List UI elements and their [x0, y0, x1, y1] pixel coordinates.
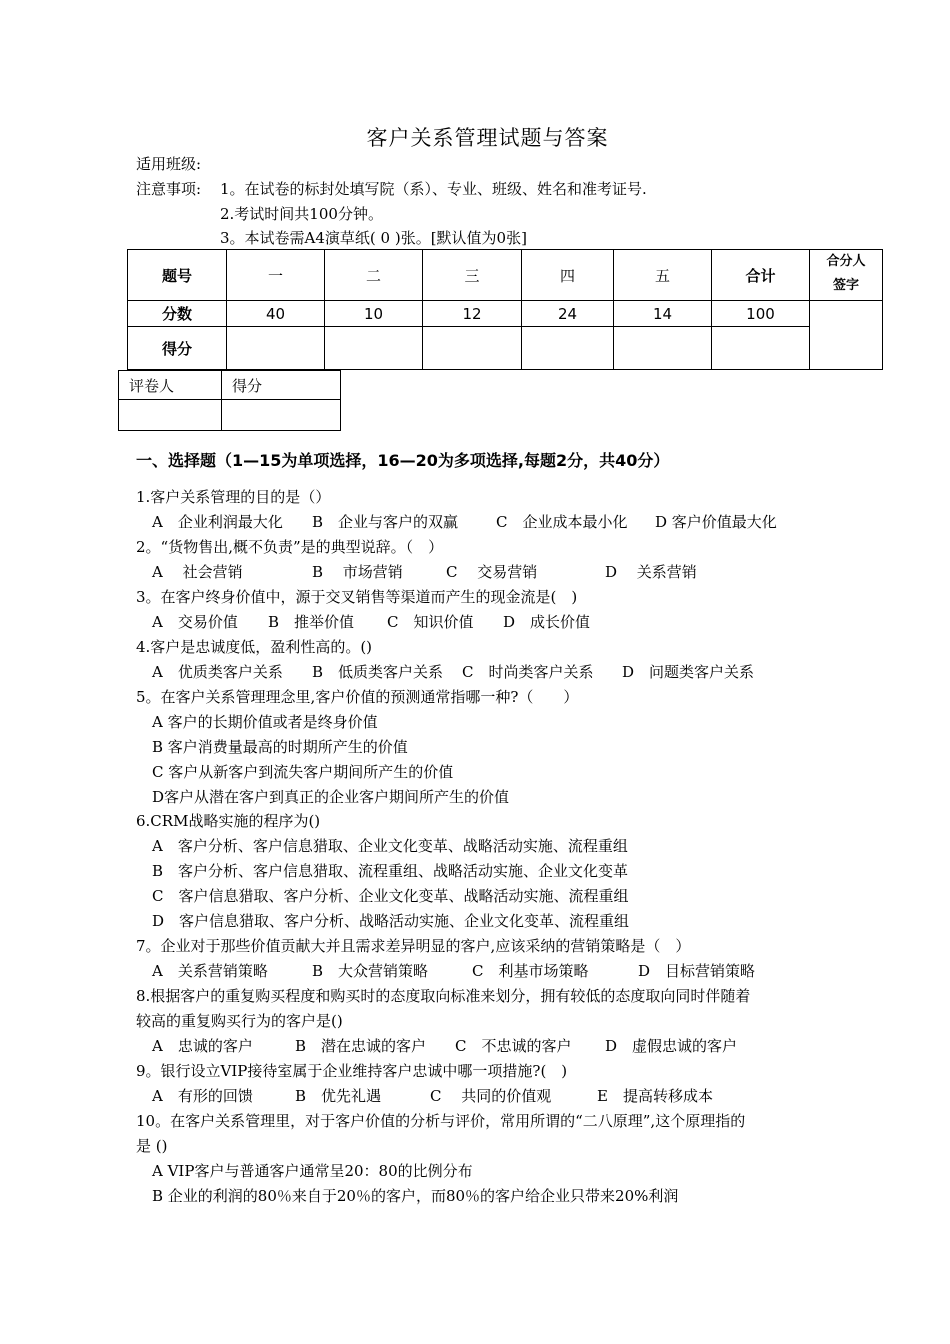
- note-3: 3。本试卷需A4演草纸( 0 )张。[默认值为0张]: [220, 229, 527, 247]
- col-header-5: 五: [614, 250, 712, 301]
- q6-option-a: A 客户分析、客户信息猎取、企业文化变革、战略活动实施、流程重组: [152, 837, 628, 855]
- q8-option-b: B 潜在忠诚的客户: [295, 1037, 427, 1055]
- earned-total[interactable]: [712, 327, 810, 370]
- signer-line-2: 签字: [832, 278, 859, 293]
- col-header-total: 合计: [712, 250, 810, 301]
- question-2: 2。“货物售出,概不负责”是的典型说辞。（ ）: [136, 538, 444, 556]
- q9-option-c: C 共同的价值观: [430, 1087, 552, 1105]
- q3-option-b: B 推举价值: [268, 613, 355, 631]
- question-3: 3。在客户终身价值中，源于交叉销售等渠道而产生的现金流是( ): [136, 588, 578, 606]
- q2-option-b: B 市场营销: [312, 563, 403, 581]
- col-header-2: 二: [325, 250, 423, 301]
- q10-option-a: A VIP客户与普通客户通常呈20：80的比例分布: [152, 1162, 473, 1180]
- q8-option-d: D 虚假忠诚的客户: [605, 1037, 738, 1055]
- grader-score-cell[interactable]: [222, 400, 341, 431]
- points-4: 24: [522, 301, 614, 327]
- q3-option-d: D 成长价值: [503, 613, 591, 631]
- q6-option-d: D 客户信息猎取、客户分析、战略活动实施、企业文化变革、流程重组: [152, 912, 630, 930]
- score-table: [127, 249, 883, 370]
- points-1: 40: [227, 301, 325, 327]
- q6-option-c: C 客户信息猎取、客户分析、企业文化变革、战略活动实施、流程重组: [152, 887, 629, 905]
- question-8-line-1: 8.根据客户的重复购买程度和购买时的态度取向标准来划分，拥有较低的态度取向同时伴随着: [136, 987, 751, 1005]
- q5-option-d: D客户从潜在客户到真正的企业客户期间所产生的价值: [152, 788, 510, 806]
- points-total: 100: [712, 301, 810, 327]
- q5-option-c: C 客户从新客户到流失客户期间所产生的价值: [152, 763, 454, 781]
- earned-1[interactable]: [227, 327, 325, 370]
- question-9: 9。银行设立VIP接待室属于企业维持客户忠诚中哪一项措施?( ): [136, 1062, 568, 1080]
- question-10-line-1: 10。在客户关系管理里，对于客户价值的分析与评价，常用所谓的“二八原理”,这个原理指的: [136, 1112, 746, 1130]
- question-1: 1.客户关系管理的目的是（）: [136, 488, 331, 506]
- q1-option-a: A 企业利润最大化: [152, 513, 283, 531]
- q1-option-c: C 企业成本最小化: [496, 513, 628, 531]
- question-6: 6.CRM战略实施的程序为(): [136, 812, 321, 830]
- q4-option-b: B 低质类客户关系: [312, 663, 444, 681]
- row-label-points: 分数: [128, 301, 227, 327]
- points-3: 12: [423, 301, 522, 327]
- points-2: 10: [325, 301, 423, 327]
- col-header-4: 四: [522, 250, 614, 301]
- q1-option-b: B 企业与客户的双赢: [312, 513, 459, 531]
- q9-option-e: E 提高转移成本: [597, 1087, 713, 1105]
- earned-5[interactable]: [614, 327, 712, 370]
- signer-line-1: 合分人: [826, 254, 866, 269]
- q5-option-a: A 客户的长期价值或者是终身价值: [152, 713, 378, 731]
- earned-3[interactable]: [423, 327, 522, 370]
- earned-2[interactable]: [325, 327, 423, 370]
- earned-4[interactable]: [522, 327, 614, 370]
- q2-option-d: D 关系营销: [605, 563, 697, 581]
- q5-option-b: B 客户消费量最高的时期所产生的价值: [152, 738, 408, 756]
- class-label: 适用班级:: [136, 155, 202, 173]
- grader-score-label: 得分: [222, 371, 341, 400]
- signer-header: [810, 250, 883, 301]
- q1-option-d: D 客户价值最大化: [655, 513, 777, 531]
- q7-option-c: C 利基市场策略: [472, 962, 589, 980]
- q4-option-a: A 优质类客户关系: [152, 663, 283, 681]
- question-8-line-2: 较高的重复购买行为的客户是(): [136, 1012, 343, 1030]
- q2-option-a: A 社会营销: [152, 563, 243, 581]
- q3-option-c: C 知识价值: [387, 613, 474, 631]
- q7-option-b: B 大众营销策略: [312, 962, 429, 980]
- reviewer-label: 评卷人: [119, 371, 222, 400]
- question-10-line-2: 是 (): [136, 1137, 168, 1155]
- section-heading: 一、选择题（1—15为单项选择，16—20为多项选择,每题2分，共40分）: [136, 451, 670, 470]
- q10-option-b: B 企业的利润的80％来自于20％的客户，而80％的客户给企业只带来20%利润: [152, 1187, 679, 1205]
- question-4: 4.客户是忠诚度低，盈利性高的。(): [136, 638, 373, 656]
- q3-option-a: A 交易价值: [152, 613, 238, 631]
- question-5: 5。在客户关系管理理念里,客户价值的预测通常指哪一种?（ ）: [136, 688, 579, 706]
- note-1: 1。在试卷的标封处填写院（系）、专业、班级、姓名和准考证号.: [220, 180, 647, 198]
- row-label-earned: 得分: [128, 327, 227, 370]
- note-2: 2.考试时间共100分钟。: [220, 205, 383, 223]
- q8-option-a: A 忠诚的客户: [152, 1037, 253, 1055]
- row-label-number: 题号: [128, 250, 227, 301]
- q7-option-a: A 关系营销策略: [152, 962, 268, 980]
- col-header-1: 一: [227, 250, 325, 301]
- notes-label: 注意事项:: [136, 180, 202, 198]
- grader-table: [118, 370, 341, 431]
- q2-option-c: C 交易营销: [446, 563, 538, 581]
- page-title: 客户关系管理试题与答案: [366, 126, 609, 150]
- signer-cell[interactable]: [810, 301, 883, 370]
- points-5: 14: [614, 301, 712, 327]
- q9-option-a: A 有形的回馈: [152, 1087, 253, 1105]
- reviewer-cell[interactable]: [119, 400, 222, 431]
- q9-option-b: B 优先礼遇: [295, 1087, 382, 1105]
- q4-option-c: C 时尚类客户关系: [462, 663, 594, 681]
- q4-option-d: D 问题类客户关系: [622, 663, 755, 681]
- q6-option-b: B 客户分析、客户信息猎取、流程重组、战略活动实施、企业文化变革: [152, 862, 629, 880]
- col-header-3: 三: [423, 250, 522, 301]
- question-7: 7。企业对于那些价值贡献大并且需求差异明显的客户,应该采纳的营销策略是（ ）: [136, 937, 691, 955]
- q8-option-c: C 不忠诚的客户: [455, 1037, 572, 1055]
- q7-option-d: D 目标营销策略: [638, 962, 756, 980]
